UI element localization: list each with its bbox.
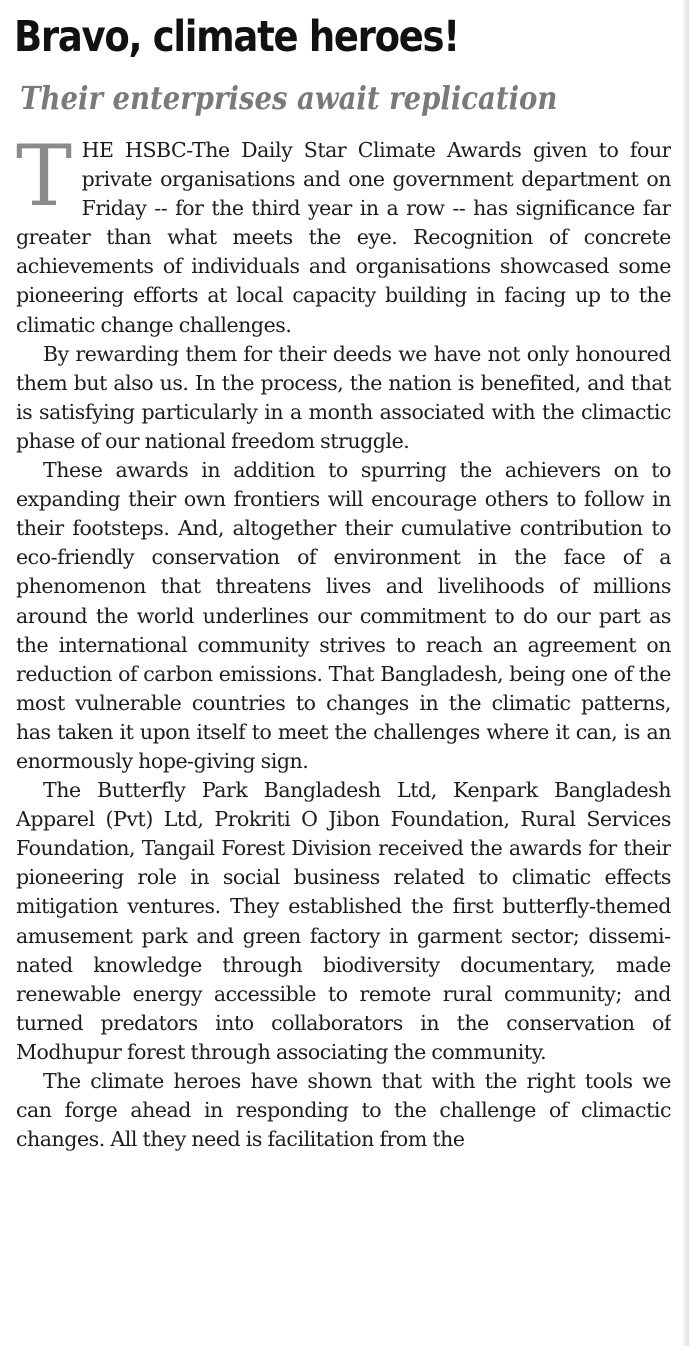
paragraph-4: The Butterfly Park Bangladesh Ltd, Kenpark Bangladesh Apparel (Pvt) Ltd, Prokriti O Jibon Foundation, Rural Services Foundation, Tangail Forest Division received the awards for their pioneering role in social business related to climatic effects mitigation ventures. They established the first butterfly-themed amusement park and green factory in garment sector; disseminated knowledge through biodiversity documentary, made renewable energy accessible to remote rural community; and turned predators into collaborators in the conservation of Modhupur forest through associating the community. [16,778,671,1064]
paragraph-2: By rewarding them for their deeds we have not only honoured them but also us. In the process, the nation is benefited, and that is satisfying particularly in a month associated with the climactic phase of our national freedom struggle. [16,341,671,453]
paragraph-5: The climate heroes have shown that with the right tools we can forge ahead in responding to the challenge of climactic changes. All they need is facilitation from the [16,1069,671,1152]
subheadline: Their enterprises await replication [20,79,558,117]
paragraph-1 [16,136,671,340]
article-body [16,136,671,1336]
headline: Bravo, climate heroes! [14,12,459,62]
paragraph-3: These awards in addition to spurring the achievers on to expanding their own frontiers will encourage others to follow in their footsteps. And, altogether their cumulative contribution to eco-friendly conservation of environment in the face of a phenomenon that threatens lives and livelihoods of millions around the world underlines our commitment to do our part as the international community strives to reach an agreement on reduction of carbon emissions. That Bangladesh, being one of the most vulnerable countries to changes in the climatic patterns, has taken it upon itself to meet the challenges where it can, is an enormously hope-giving sign. [16,458,671,773]
scan-edge [683,0,689,1346]
drop-cap: T [16,136,72,225]
paragraph-1-text: HE HSBC-The Daily Star Climate Awards given to four private organisations and one government department on Friday -- for the third year in a row -- has significance far greater than what meets the eye. Recognition of concrete achievements of individuals and organisations showcased some pioneering efforts at local capacity building in facing up to the climatic change challenges. [16,138,671,337]
